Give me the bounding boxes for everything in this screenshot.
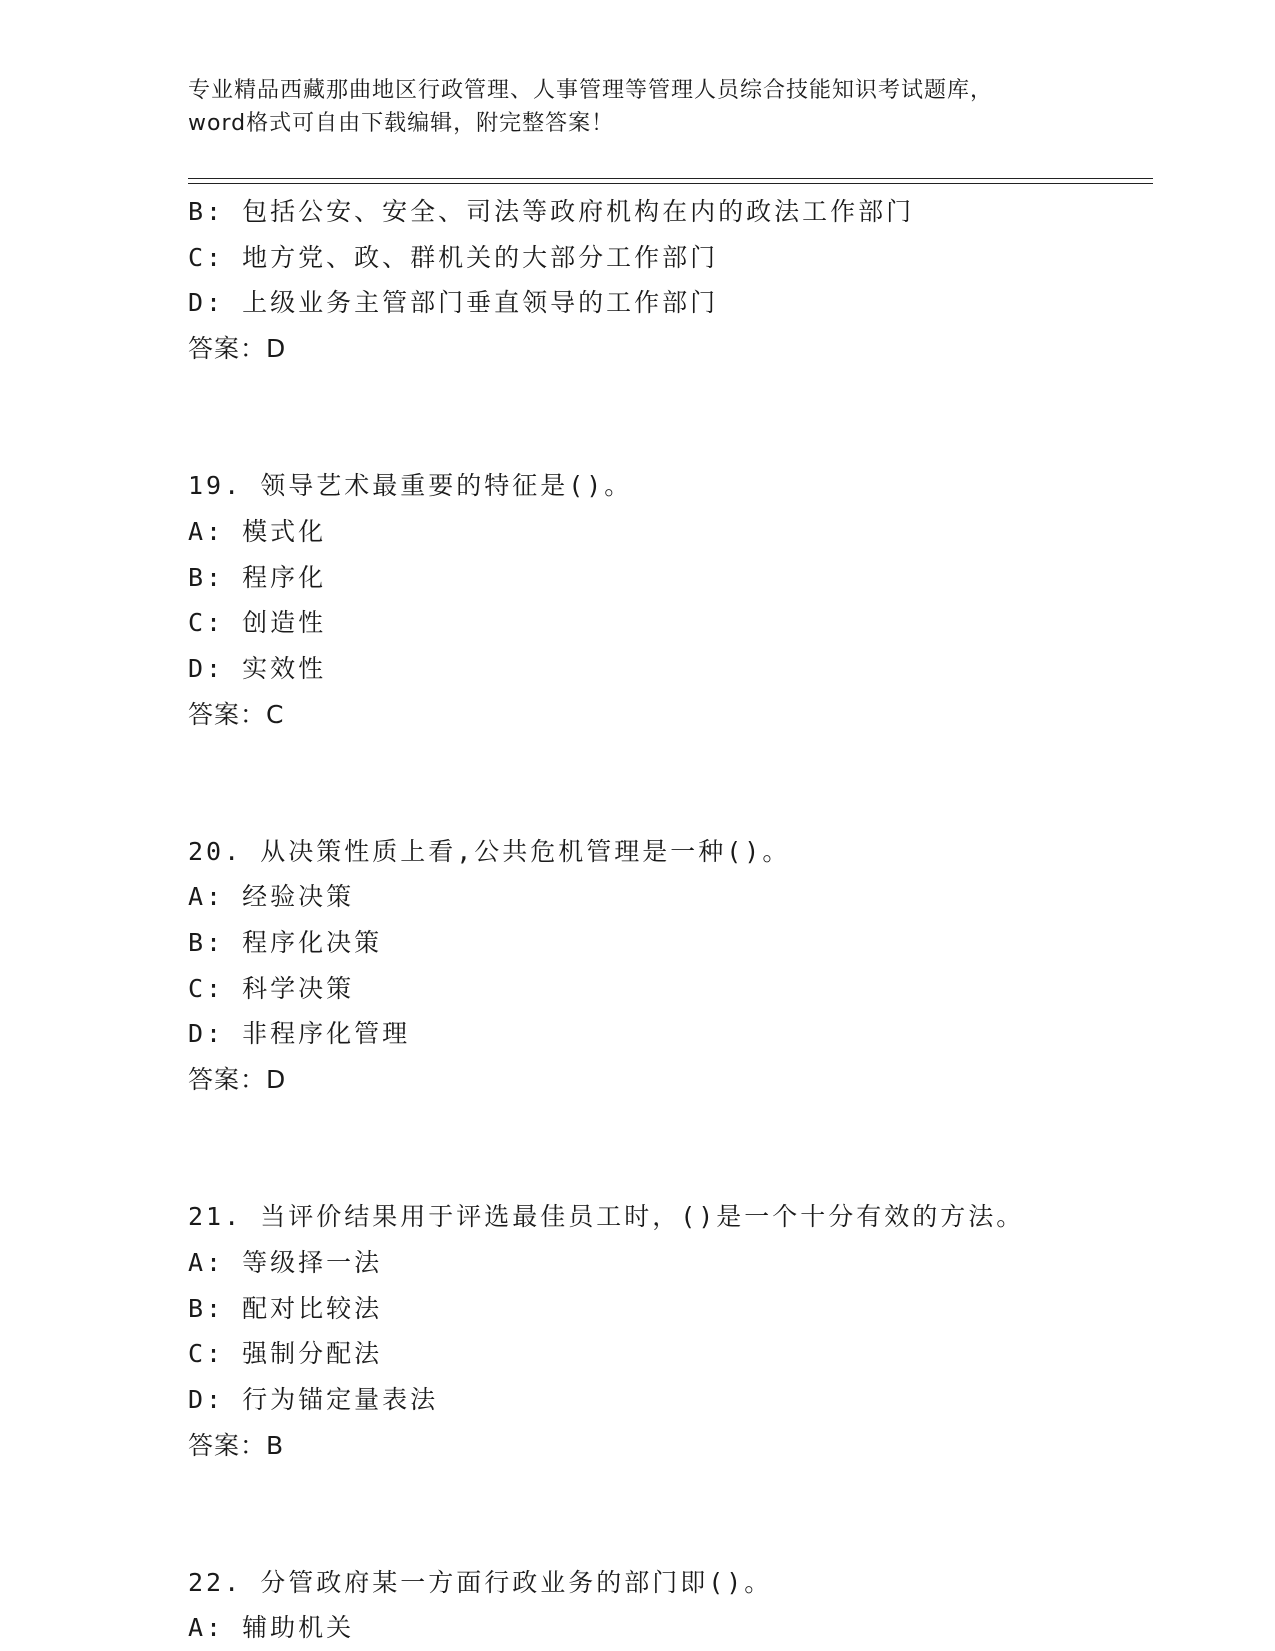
header-divider-bottom [188,183,1153,184]
header-line-2: word格式可自由下载编辑，附完整答案！ [188,111,615,136]
answer-line: 答案：D [188,334,287,364]
option-c: C: 地方党、政、群机关的大部分工作部门 [188,242,719,272]
document-header [188,74,1148,140]
question-stem: 21. 当评价结果用于评选最佳员工时，()是一个十分有效的方法。 [188,1202,1025,1232]
question-20 [188,829,1168,1103]
option-b: B: 包括公安、安全、司法等政府机构在内的政法工作部门 [188,197,915,226]
header-divider-top [188,178,1153,179]
option-d: D: 实效性 [188,653,327,683]
option-a: A: 等级择一法 [188,1247,383,1277]
option-c: C: 创造性 [188,608,327,638]
answer-line: 答案：B [188,1430,285,1460]
question-list [188,189,1168,1651]
question-22 [188,1560,1168,1651]
option-a: A: 模式化 [188,516,327,546]
question-21 [188,1194,1168,1468]
option-d: D: 行为锚定量表法 [188,1384,439,1414]
option-a: A: 辅助机关 [188,1613,355,1643]
option-b: B: 配对比较法 [188,1293,383,1323]
option-b: B: 程序化决策 [188,928,383,958]
option-d: D: 非程序化管理 [188,1019,411,1049]
option-c: C: 科学决策 [188,973,355,1003]
question-stem: 20. 从决策性质上看,公共危机管理是一种()。 [188,836,791,866]
question-stem: 22. 分管政府某一方面行政业务的部门即()。 [188,1567,773,1597]
option-d: D: 上级业务主管部门垂直领导的工作部门 [188,288,719,318]
answer-line: 答案：D [188,1065,287,1095]
option-b: B: 程序化 [188,562,327,592]
answer-line: 答案：C [188,699,285,729]
option-c: C: 强制分配法 [188,1339,383,1369]
question-18-continuation [188,189,1168,372]
option-a: A: 经验决策 [188,882,355,912]
question-19 [188,463,1168,737]
header-line-1: 专业精品西藏那曲地区行政管理、人事管理等管理人员综合技能知识考试题库， [188,78,994,103]
question-stem: 19. 领导艺术最重要的特征是()。 [188,471,633,501]
